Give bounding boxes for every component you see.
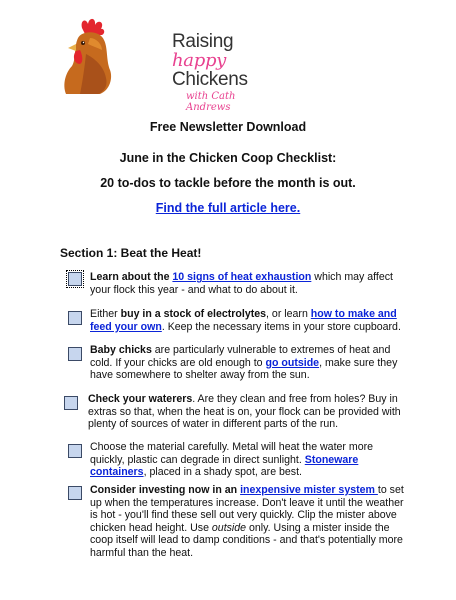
item-text-end: , placed in a shady spot, are best. [143, 466, 302, 479]
brand-logo [60, 14, 248, 113]
item-text-end: . Keep the necessary items in your store cupboard. [161, 320, 401, 333]
item-text-start: Either [90, 308, 121, 320]
item-text [88, 393, 408, 431]
item-text [90, 441, 410, 479]
brand-raising: Raising [172, 31, 234, 52]
item-text [90, 344, 410, 382]
item-bold-text: Learn about the [90, 271, 173, 283]
full-article-link[interactable]: Find the full article here. [155, 201, 301, 215]
item-text-end: which may affect your flock this year - and what to do about it. [90, 271, 393, 296]
checklist-title: June in the Chicken Coop Checklist: [119, 151, 337, 165]
item-text-mid: to set up when the temperatures increase. Don't leave it until the weather is hot - you'll find these sell out very quickly. Clip the mister above chicken head height. Use [90, 484, 404, 534]
item-italic-text: outside [211, 521, 247, 534]
item-text-start: Choose the material carefully. Metal will heat the water more quickly, plastic can degrade in direct sunlight. [90, 441, 374, 466]
item-text-end: , make sure they have somewhere to shelter away from the sun. [90, 356, 398, 382]
item-text-mid: , or learn [266, 308, 311, 320]
brand-happy: happy [172, 50, 227, 71]
checkbox[interactable] [64, 396, 78, 410]
mister-system-link[interactable]: inexpensive mister system [240, 484, 378, 496]
item-bold-text: Consider investing now in an [90, 484, 241, 496]
checkbox[interactable] [68, 486, 82, 500]
item-text [90, 484, 410, 560]
item-text [90, 308, 410, 333]
heat-exhaustion-link[interactable]: 10 signs of heat exhaustion [172, 271, 312, 283]
brand-wordmark [172, 32, 248, 113]
stoneware-link[interactable]: Stoneware containers [90, 453, 359, 479]
newsletter-heading: Free Newsletter Download [149, 120, 307, 134]
item-bold-text: Baby chicks [90, 344, 152, 356]
electrolytes-link[interactable]: how to make and feed your own [90, 308, 397, 333]
brand-chickens: Chickens [172, 69, 248, 90]
item-text-mid: are particularly vulnerable to extremes of heat and cold. If your chicks are old enough to [90, 344, 391, 369]
checkbox[interactable] [68, 347, 82, 361]
checkbox[interactable] [68, 444, 82, 458]
brand-tagline: with Cath Andrews [186, 91, 236, 113]
section-title: Section 1: Beat the Heat! [60, 246, 202, 260]
item-text-end: . Are they clean and free from holes? Buy in extras so that, when the heat is on, your flock can be provided with plenty of sources of water in different parts of the run. [88, 393, 401, 431]
item-text-end: only. Using a mister inside the coop itself will lead to damp conditions - and that's potentially more harmful than the heat. [90, 521, 403, 559]
checkbox[interactable] [68, 311, 82, 325]
checklist-subtitle: 20 to-dos to tackle before the month is out. [100, 176, 356, 190]
go-outside-link[interactable]: go outside [265, 356, 320, 369]
item-text [90, 271, 410, 296]
item-bold-text: buy in a stock of electrolytes [120, 308, 267, 320]
checkbox[interactable] [68, 272, 82, 286]
chicken-icon [60, 14, 120, 94]
item-bold-text: Check your waterers [88, 393, 193, 405]
